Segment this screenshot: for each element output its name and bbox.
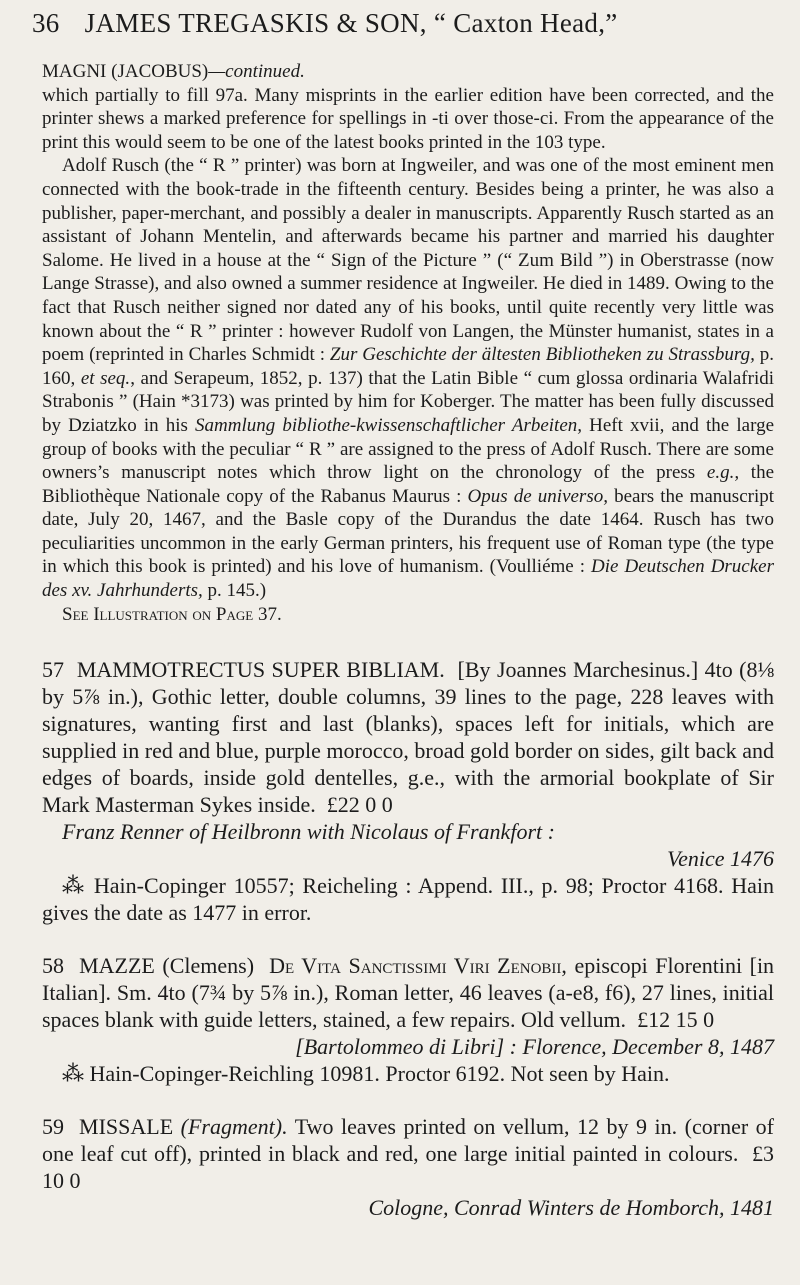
entry-title: MAZZE (Clemens) (79, 953, 255, 979)
rusch-etseq: et seq. (80, 367, 131, 389)
entry-59-imprint: Cologne, Conrad Winters de Homborch, 1481 (368, 1195, 774, 1221)
spacer (42, 926, 774, 952)
magni-heading: MAGNI (JACOBUS) (42, 61, 209, 82)
rusch-title-drucker: Die Deutschen Drucker des xv. Jahrhunderts, (42, 556, 775, 602)
running-header (32, 8, 774, 46)
entry-title: MAMMOTRECTUS SUPER BIBLIAM. (76, 657, 445, 683)
entry-price: £3 10 0 (42, 1141, 774, 1194)
entry-59-description (42, 1113, 774, 1194)
magni-text-1: which partially to fill 97a. Many misprints in the earlier edition have been corrected, and the printer shews a marked preference for spellings in -ti over those-ci. From the appearance of the print this would seem to be one of the latest books printed in the 103 type. (42, 84, 774, 153)
magni-section (42, 60, 774, 626)
rusch-text-c: , and Serapeum, 1852, p. 137) that the Latin Bible “ cum glossa ordinaria Walafridi Strabonis ” (Hain *3173) was printed by him for Koberger. The matter has been fully discussed by Dziatzko in his (42, 367, 775, 436)
rusch-title-zur: Zur Geschichte der ältesten Bibliotheken zu Strassburg, (329, 344, 755, 366)
entry-price: £22 0 0 (326, 792, 393, 818)
entry-text: [By Joannes Marchesinus.] 4to (8⅛ by 5⅞ in.), Gothic letter, double columns, 39 lines to the page, 228 leaves with signatures, wanting first and last (blanks), spaces left for initials, which are supplied in red and blue, purple morocco, broad gold border on sides, gilt back and edges of boards, inside gold dentelles, g.e., with the armorial bookplate of Sir Mark Masterman Sykes inside. (42, 657, 774, 818)
rusch-title-opus: Opus de universo, (467, 485, 608, 507)
entry-57-imprint: Franz Renner of Heilbronn with Nicolaus of Frankfort : (62, 819, 555, 845)
entry-57-imprint-place: Venice 1476 (667, 846, 774, 872)
entry-title: MISSALE (79, 1114, 174, 1140)
see-illustration-note: See Illustration on Page 37. (62, 603, 282, 625)
entry-subtitle: De Vita Sanctissimi Viri Zenobii, (269, 953, 567, 979)
magni-paragraph-1 (42, 60, 774, 154)
entry-number: 59 (42, 1114, 64, 1140)
rusch-text-f: bears the manuscript date, July 20, 1467, and the Basle copy of the Durandus the date 1464. Rusch has two peculiarities uncommon in the early German printers, his frequent use of Roman type (the type in which this book is printed) and his love of humanism. (Voulliéme : (42, 485, 775, 578)
rusch-title-sammlung: Sammlung bibliothe-kwissenschaftlicher Arbeiten, (195, 414, 583, 436)
spacer (42, 1087, 774, 1113)
entry-57-description (42, 656, 774, 818)
page-body (42, 60, 774, 1221)
entry-58-imprint: [Bartolommeo di Libri] : Florence, December 8, 1487 (295, 1034, 774, 1060)
magni-paragraph-2 (42, 154, 774, 602)
rusch-text-g: p. 145.) (207, 580, 267, 602)
header-title: JAMES TREGASKIS & SON, “ Caxton Head,” (84, 8, 618, 38)
entry-59 (42, 1113, 774, 1221)
entry-number: 58 (42, 953, 64, 979)
entry-58-references: ⁂ Hain-Copinger-Reichling 10981. Proctor 6192. Not seen by Hain. (62, 1061, 670, 1087)
entry-fragment: (Fragment). (180, 1114, 288, 1140)
entry-price: £12 15 0 (637, 1007, 715, 1033)
rusch-text-e: the Bibliothèque Nationale copy of the Rabanus Maurus : (42, 462, 775, 507)
rusch-text-a: Adolf Rusch (the “ R ” printer) was born at Ingweiler, and was one of the most eminent men connected with the book-trade in the fifteenth century. Besides being a printer, he was also a publisher, paper-merchant, and possibly a dealer in manuscripts. Apparently Rusch started as an assistant of Johann Mentelin, and afterwards became his partner and married his daughter Salome. He lived in a house at the “ Sign of the Picture ” (“ Zum Bild ”) in Oberstrasse (now Lange Strasse), and also owned a summer residence at Ingweiler. He died in 1489. Owing to the fact that Rusch neither signed nor dated any of his books, until quite recently very little was known about the “ R ” printer : however Rudolf von Langen, the Münster humanist, states in a poem (reprinted in Charles Schmidt : (42, 155, 774, 366)
magni-heading-continued: —continued. (208, 61, 305, 82)
entry-text: Two leaves printed on vellum, 12 by 9 in. (corner of one leaf cut off), printed in black and red, one large initial painted in colours. (42, 1114, 774, 1167)
page-number: 36 (32, 8, 60, 38)
spacer (42, 626, 774, 656)
entry-57-references: ⁂ Hain-Copinger 10557; Reicheling : Append. III., p. 98; Proctor 4168. Hain gives the date as 1477 in error. (42, 873, 774, 926)
rusch-text-b: p. 160, (42, 344, 774, 389)
rusch-text-d: Heft xvii, and the large group of books with the peculiar “ R ” are assigned to the press of Adolf Rusch. There are some owners’s manuscript notes which throw light on the chronology of the press (42, 414, 774, 484)
rusch-eg: e.g., (706, 462, 740, 484)
entry-58 (42, 952, 774, 1087)
entry-number: 57 (42, 657, 64, 683)
entry-57 (42, 656, 774, 926)
entry-text: episcopi Florentini [in Italian]. Sm. 4to (7¾ by 5⅞ in.), Roman letter, 46 leaves (a-e8, f6), 27 lines, initial spaces blank with guide letters, stained, a few repairs. Old vellum. (42, 953, 775, 1033)
entry-58-description (42, 952, 774, 1033)
